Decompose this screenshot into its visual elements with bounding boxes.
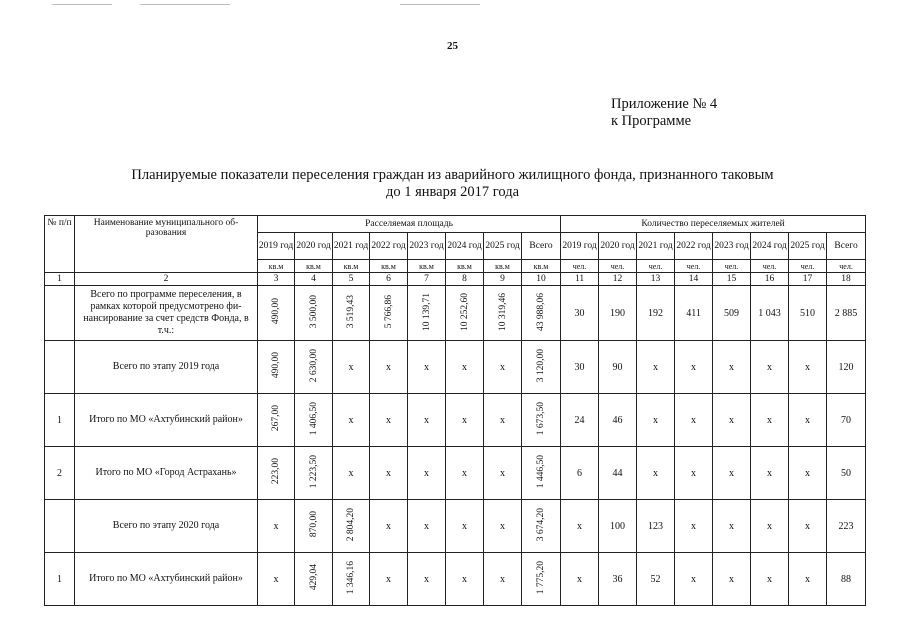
header-area-year: 2023 год xyxy=(408,233,446,260)
area-value: х xyxy=(273,573,279,585)
header-area: Расселяемая площадь xyxy=(258,216,561,233)
people-cell: 88 xyxy=(827,553,866,606)
area-cell xyxy=(333,500,370,553)
appendix-line-1: Приложение № 4 xyxy=(611,96,718,112)
row-name: Всего по программе переселения, в рамках которой предусмотрено фи-нансирование за счет средств Фонда, в т.ч.: xyxy=(75,286,258,341)
area-value: 870,00 xyxy=(308,511,319,538)
people-cell: 190 xyxy=(599,286,637,341)
header-people-unit: чел. xyxy=(599,260,637,273)
people-cell: х xyxy=(789,394,827,447)
area-cell xyxy=(295,286,333,341)
area-cell xyxy=(258,447,295,500)
area-cell xyxy=(295,341,333,394)
people-cell: х xyxy=(675,500,713,553)
column-number: 15 xyxy=(713,273,751,286)
people-cell: 30 xyxy=(561,341,599,394)
header-people-year: 2019 год xyxy=(561,233,599,260)
row-number: 1 xyxy=(45,553,75,606)
area-cell xyxy=(522,394,561,447)
area-cell xyxy=(258,286,295,341)
column-number: 6 xyxy=(370,273,408,286)
people-cell: х xyxy=(637,341,675,394)
area-value: х xyxy=(424,414,429,426)
people-cell: х xyxy=(713,394,751,447)
table-row xyxy=(45,447,866,500)
area-cell xyxy=(484,553,522,606)
area-value: 490,00 xyxy=(271,352,281,379)
area-value: 223,00 xyxy=(271,458,281,485)
area-value: х xyxy=(348,414,354,426)
people-cell: 192 xyxy=(637,286,675,341)
header-people-year: 2021 год xyxy=(637,233,675,260)
title-line-2: до 1 января 2017 года xyxy=(385,184,520,200)
header-area-year: 2020 год xyxy=(295,233,333,260)
column-number: 11 xyxy=(561,273,599,286)
area-value: 1 223,50 xyxy=(308,454,319,489)
area-cell xyxy=(295,553,333,606)
column-number: 16 xyxy=(751,273,789,286)
area-cell xyxy=(484,500,522,553)
people-cell: х xyxy=(675,394,713,447)
people-cell: 50 xyxy=(827,447,866,500)
area-cell xyxy=(333,341,370,394)
header-row-1 xyxy=(45,216,866,233)
column-number: 13 xyxy=(637,273,675,286)
area-cell xyxy=(446,447,484,500)
area-value: х xyxy=(462,414,467,426)
area-cell xyxy=(370,553,408,606)
table-row xyxy=(45,341,866,394)
header-num: № п/п xyxy=(45,216,75,273)
area-cell xyxy=(370,286,408,341)
column-number: 18 xyxy=(827,273,866,286)
area-value: 267,00 xyxy=(271,405,281,432)
column-number-row xyxy=(45,273,866,286)
area-cell xyxy=(370,500,408,553)
row-name: Итого по МО «Город Астрахань» xyxy=(75,447,258,500)
scan-artifact xyxy=(52,4,112,5)
area-value: 10 252,60 xyxy=(459,292,470,331)
area-value: х xyxy=(424,573,429,585)
column-number: 17 xyxy=(789,273,827,286)
area-value: х xyxy=(386,414,391,426)
row-number: 2 xyxy=(45,447,75,500)
area-cell xyxy=(408,394,446,447)
area-cell xyxy=(446,553,484,606)
table-row xyxy=(45,553,866,606)
area-cell xyxy=(522,447,561,500)
area-value: 3 120,00 xyxy=(536,348,547,383)
area-cell xyxy=(333,394,370,447)
row-number: 1 xyxy=(45,394,75,447)
area-cell xyxy=(484,394,522,447)
header-area-unit: кв.м xyxy=(370,260,408,273)
people-cell: 223 xyxy=(827,500,866,553)
area-value: х xyxy=(462,573,467,585)
people-cell: х xyxy=(713,341,751,394)
area-cell xyxy=(408,341,446,394)
area-value: х xyxy=(462,467,467,479)
column-number: 12 xyxy=(599,273,637,286)
area-cell xyxy=(370,394,408,447)
column-number: 8 xyxy=(446,273,484,286)
area-cell xyxy=(446,341,484,394)
people-cell: 123 xyxy=(637,500,675,553)
table-row xyxy=(45,500,866,553)
people-cell: 90 xyxy=(599,341,637,394)
header-people-year: 2025 год xyxy=(789,233,827,260)
header-area-year: Всего xyxy=(522,233,561,260)
area-value: 3 674,20 xyxy=(536,507,547,542)
area-value: х xyxy=(500,414,505,426)
people-cell: х xyxy=(675,447,713,500)
header-people-unit: чел. xyxy=(637,260,675,273)
people-cell: х xyxy=(675,553,713,606)
area-value: х xyxy=(348,361,354,373)
table-row xyxy=(45,286,866,341)
people-cell: х xyxy=(637,394,675,447)
area-cell xyxy=(408,447,446,500)
area-value: х xyxy=(500,467,505,479)
column-number: 7 xyxy=(408,273,446,286)
area-cell xyxy=(333,286,370,341)
header-area-unit: кв.м xyxy=(333,260,370,273)
header-area-unit: кв.м xyxy=(484,260,522,273)
area-cell xyxy=(446,286,484,341)
area-value: х xyxy=(386,467,391,479)
area-value: х xyxy=(500,573,505,585)
scan-artifact xyxy=(140,4,230,5)
people-cell: 100 xyxy=(599,500,637,553)
row-number xyxy=(45,286,75,341)
area-cell xyxy=(370,341,408,394)
column-number: 10 xyxy=(522,273,561,286)
area-cell xyxy=(446,500,484,553)
row-name: Всего по этапу 2019 года xyxy=(75,341,258,394)
area-cell xyxy=(446,394,484,447)
people-cell: х xyxy=(713,553,751,606)
area-value: х xyxy=(500,361,505,373)
people-cell: х xyxy=(751,394,789,447)
header-area-year: 2024 год xyxy=(446,233,484,260)
area-cell xyxy=(333,553,370,606)
area-value: 1 446,50 xyxy=(536,454,547,489)
people-cell: х xyxy=(751,553,789,606)
header-people-year: 2024 год xyxy=(751,233,789,260)
area-value: х xyxy=(424,520,429,532)
people-cell: х xyxy=(789,500,827,553)
column-number: 9 xyxy=(484,273,522,286)
people-cell: 46 xyxy=(599,394,637,447)
area-value: х xyxy=(462,520,467,532)
area-value: 2 630,00 xyxy=(308,348,319,383)
area-cell xyxy=(295,394,333,447)
resettlement-table xyxy=(44,215,866,606)
people-cell: 30 xyxy=(561,286,599,341)
area-value: 10 319,46 xyxy=(497,292,508,331)
header-people-unit: чел. xyxy=(561,260,599,273)
people-cell: 6 xyxy=(561,447,599,500)
area-value: 2 804,20 xyxy=(346,507,356,542)
people-cell: х xyxy=(789,553,827,606)
header-area-unit: кв.м xyxy=(258,260,295,273)
document-title xyxy=(60,167,845,201)
people-cell: 510 xyxy=(789,286,827,341)
people-cell: х xyxy=(789,341,827,394)
header-area-unit: кв.м xyxy=(295,260,333,273)
people-cell: 36 xyxy=(599,553,637,606)
header-area-year: 2021 год xyxy=(333,233,370,260)
area-value: х xyxy=(424,467,429,479)
area-cell xyxy=(522,341,561,394)
area-value: х xyxy=(500,520,505,532)
title-line-1: Планируемые показатели переселения граждан из аварийного жилищного фонда, признанного таковым xyxy=(131,167,774,183)
area-cell xyxy=(484,447,522,500)
area-cell xyxy=(522,286,561,341)
area-cell xyxy=(408,286,446,341)
area-value: х xyxy=(348,467,354,479)
people-cell: 70 xyxy=(827,394,866,447)
people-cell: х xyxy=(751,341,789,394)
row-number xyxy=(45,500,75,553)
area-cell xyxy=(295,500,333,553)
header-area-year: 2025 год xyxy=(484,233,522,260)
column-number: 2 xyxy=(75,273,258,286)
area-value: 490,00 xyxy=(271,298,281,325)
header-people-year: Всего xyxy=(827,233,866,260)
header-people-year: 2020 год xyxy=(599,233,637,260)
area-cell xyxy=(258,341,295,394)
header-area-unit: кв.м xyxy=(446,260,484,273)
header-people-year: 2022 год xyxy=(675,233,713,260)
area-value: х xyxy=(424,361,429,373)
appendix-line-2: к Программе xyxy=(611,113,692,129)
area-cell xyxy=(258,553,295,606)
people-cell: х xyxy=(675,341,713,394)
area-value: х xyxy=(273,520,279,532)
header-people-year: 2023 год xyxy=(713,233,751,260)
area-value: 5 766,86 xyxy=(383,294,394,329)
appendix-label xyxy=(611,96,717,130)
header-people: Количество переселяемых жителей xyxy=(561,216,866,233)
area-cell xyxy=(408,500,446,553)
people-cell: х xyxy=(713,500,751,553)
area-cell xyxy=(258,500,295,553)
header-area-year: 2022 год xyxy=(370,233,408,260)
header-area-unit: кв.м xyxy=(408,260,446,273)
scan-artifact xyxy=(400,4,480,5)
row-name: Всего по этапу 2020 года xyxy=(75,500,258,553)
column-number: 5 xyxy=(333,273,370,286)
header-people-unit: чел. xyxy=(827,260,866,273)
header-area-year: 2019 год xyxy=(258,233,295,260)
area-value: 10 139,71 xyxy=(421,292,432,331)
header-people-unit: чел. xyxy=(789,260,827,273)
area-cell xyxy=(295,447,333,500)
table-row xyxy=(45,394,866,447)
column-number: 14 xyxy=(675,273,713,286)
area-cell xyxy=(484,286,522,341)
column-number: 3 xyxy=(258,273,295,286)
row-number xyxy=(45,341,75,394)
people-cell: х xyxy=(751,447,789,500)
people-cell: х xyxy=(751,500,789,553)
area-value: х xyxy=(386,573,391,585)
header-people-unit: чел. xyxy=(675,260,713,273)
row-name: Итого по МО «Ахтубинский район» xyxy=(75,394,258,447)
area-value: 3 519,43 xyxy=(346,294,356,329)
header-people-unit: чел. xyxy=(751,260,789,273)
area-cell xyxy=(484,341,522,394)
header-area-unit: кв.м xyxy=(522,260,561,273)
people-cell: 44 xyxy=(599,447,637,500)
area-value: 1 346,16 xyxy=(346,560,356,595)
people-cell: х xyxy=(713,447,751,500)
area-value: 43 988,06 xyxy=(536,292,547,331)
people-cell: 509 xyxy=(713,286,751,341)
area-value: 1 775,20 xyxy=(536,560,547,595)
area-cell xyxy=(258,394,295,447)
area-value: х xyxy=(462,361,467,373)
people-cell: х xyxy=(561,500,599,553)
people-cell: х xyxy=(789,447,827,500)
column-number: 4 xyxy=(295,273,333,286)
area-cell xyxy=(522,500,561,553)
table-body xyxy=(45,216,866,606)
area-value: 429,04 xyxy=(308,564,319,591)
area-value: 1 673,50 xyxy=(536,401,547,436)
area-value: 1 406,50 xyxy=(308,401,319,436)
people-cell: 52 xyxy=(637,553,675,606)
area-cell xyxy=(408,553,446,606)
people-cell: х xyxy=(637,447,675,500)
column-number: 1 xyxy=(45,273,75,286)
page-number: 25 xyxy=(447,40,458,52)
people-cell: 120 xyxy=(827,341,866,394)
area-cell xyxy=(370,447,408,500)
people-cell: 2 885 xyxy=(827,286,866,341)
area-value: х xyxy=(386,361,391,373)
header-name: Наименование муниципального об-разования xyxy=(75,216,258,273)
area-value: х xyxy=(386,520,391,532)
area-value: 3 500,00 xyxy=(308,294,319,329)
people-cell: 411 xyxy=(675,286,713,341)
area-cell xyxy=(333,447,370,500)
header-people-unit: чел. xyxy=(713,260,751,273)
people-cell: х xyxy=(561,553,599,606)
people-cell: 24 xyxy=(561,394,599,447)
area-cell xyxy=(522,553,561,606)
people-cell: 1 043 xyxy=(751,286,789,341)
row-name: Итого по МО «Ахтубинский район» xyxy=(75,553,258,606)
